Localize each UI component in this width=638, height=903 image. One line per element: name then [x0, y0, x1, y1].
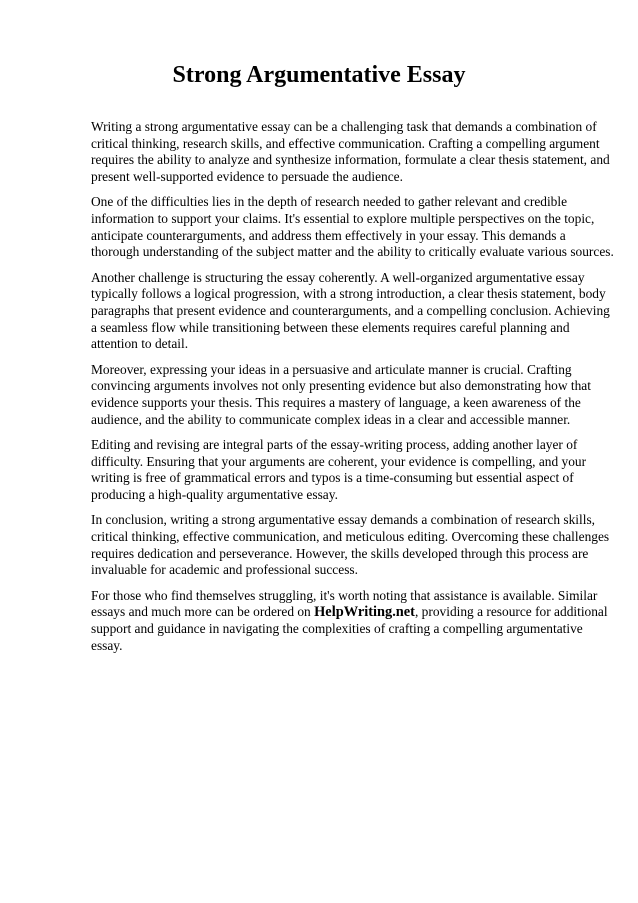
paragraph-line: Editing and revising are integral parts of the essay-writing process, adding another layer of [91, 437, 578, 453]
closing-line-2-start: essays and much more can be ordered on [91, 604, 315, 620]
helpwriting-link[interactable]: HelpWriting.net [314, 604, 415, 621]
paragraph-line: Moreover, expressing your ideas in a persuasive and articulate manner is crucial. Crafting [91, 361, 572, 377]
closing-line-1: For those who find themselves struggling, it's worth noting that assistance is available. Similar [91, 587, 598, 603]
paragraph-line: requires the ability to analyze and synthesize information, formulate a clear thesis statement, and [91, 152, 610, 168]
closing-paragraph [91, 587, 608, 654]
paragraph-line: writing is free of grammatical errors and typos is a time-consuming but essential aspect of [91, 470, 574, 486]
paragraph-line: difficulty. Ensuring that your arguments are coherent, your evidence is compelling, and your [91, 453, 587, 469]
body-paragraph [91, 362, 595, 428]
closing-line-4: essay. [91, 637, 123, 653]
paragraph-line: a seamless flow while transitioning between these elements requires careful planning and [91, 319, 570, 335]
closing-line-2-end: , providing a resource for additional [414, 604, 608, 620]
paragraph-line: critical thinking, effective communication, and meticulous editing. Overcoming these challenges [91, 529, 610, 545]
paragraph-line: present well-supported evidence to persuade the audience. [91, 168, 403, 184]
document-body [91, 119, 614, 663]
paragraph-line: attention to detail. [91, 336, 189, 352]
paragraph-line: paragraphs that present evidence and counterarguments, and a compelling conclusion. Achieving [91, 302, 610, 318]
body-paragraph [91, 512, 610, 578]
body-paragraph [91, 269, 610, 353]
paragraph-line: evidence supports your thesis. This requires a mastery of language, a keen awareness of the [91, 394, 581, 410]
paragraph-line: requires dedication and perseverance. However, the skills developed through this process are [91, 545, 589, 561]
body-paragraph [91, 437, 595, 503]
paragraph-line: producing a high-quality argumentative essay. [91, 486, 338, 502]
paragraph-line: thorough understanding of the subject matter and the ability to critically evaluate various sources. [91, 244, 614, 260]
paragraph-line: audience, and the ability to communicate complex ideas in a clear and accessible manner. [91, 411, 571, 427]
paragraph-line: Another challenge is structuring the essay coherently. A well-organized argumentative essay [91, 269, 585, 285]
body-paragraph [91, 119, 610, 185]
document-title: Strong Argumentative Essay [172, 62, 466, 88]
paragraph-line: anticipate counterarguments, and address them effectively in your essay. This demands a [91, 227, 566, 243]
paragraph-line: invaluable for academic and professional success. [91, 562, 358, 578]
closing-line-2 [91, 604, 608, 621]
paragraph-line: One of the difficulties lies in the depth of research needed to gather relevant and credible [91, 194, 568, 210]
paragraph-line: convincing arguments involves not only presenting evidence but also demonstrating how that [91, 378, 591, 394]
closing-line-3: support and guidance in navigating the complexities of crafting a compelling argumentative [91, 621, 583, 637]
paragraph-line: In conclusion, writing a strong argumentative essay demands a combination of research skills, [91, 512, 596, 528]
body-paragraph [91, 194, 614, 260]
paragraph-line: Writing a strong argumentative essay can be a challenging task that demands a combination of [91, 119, 597, 134]
paragraph-line: critical thinking, research skills, and effective communication. Crafting a compelling argument [91, 135, 600, 151]
paragraph-list [91, 119, 614, 579]
paragraph-line: typically follows a logical progression, with a strong introduction, a clear thesis statement, body [91, 286, 606, 302]
paragraph-line: information to support your claims. It's essential to explore multiple perspectives on the topic, [91, 210, 595, 226]
